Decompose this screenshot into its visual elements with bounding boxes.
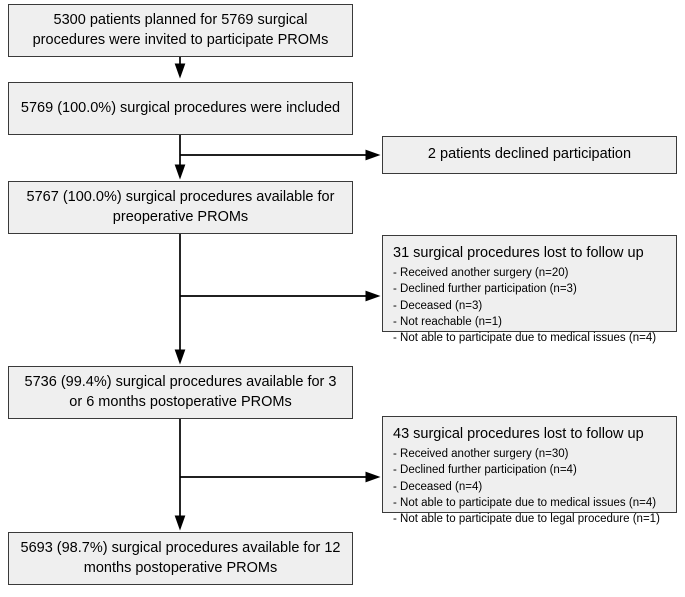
list-item: - Declined further participation (n=3)	[393, 283, 577, 296]
list-item: - Not able to participate due to legal procedure (n=1)	[393, 513, 660, 526]
list-item: - Not able to participate due to medical issues (n=4)	[393, 496, 657, 509]
flow-box-included	[8, 82, 353, 135]
flow-box-invited	[8, 4, 353, 57]
list-item: - Declined further participation (n=4)	[393, 464, 577, 477]
flow-box-postoperative-12-months	[8, 532, 353, 585]
side-box-heading: 43 surgical procedures lost to follow up	[393, 426, 644, 442]
list-item: - Not reachable (n=1)	[393, 315, 502, 328]
side-box-lost-to-follow-up-31	[382, 235, 677, 345]
side-box-lost-to-follow-up-43	[382, 416, 677, 526]
side-box-reason-list	[393, 446, 660, 528]
list-item: - Deceased (n=4)	[393, 480, 483, 493]
list-item: - Not able to participate due to medical issues (n=4)	[393, 332, 657, 345]
list-item: - Received another surgery (n=30)	[393, 447, 569, 460]
side-box-heading: 2 patients declined participation	[427, 146, 632, 163]
list-item: - Deceased (n=3)	[393, 299, 483, 312]
flow-box-text: 5300 patients planned for 5769 surgical procedures were invited to participate PROMs	[32, 11, 329, 48]
flow-box-preoperative	[8, 181, 353, 234]
list-item: - Received another surgery (n=20)	[393, 266, 569, 279]
flow-box-text: 5736 (99.4%) surgical procedures available for 3 or 6 months postoperative PROMs	[24, 373, 337, 410]
side-box-heading: 31 surgical procedures lost to follow up	[393, 245, 644, 261]
side-box-reason-list	[393, 265, 656, 347]
flow-box-text: 5767 (100.0%) surgical procedures available for preoperative PROMs	[26, 188, 335, 225]
flow-box-text: 5693 (98.7%) surgical procedures available for 12 months postoperative PROMs	[20, 539, 341, 576]
side-box-declined-participation	[382, 136, 677, 174]
flow-box-text: 5769 (100.0%) surgical procedures were included	[20, 99, 341, 116]
flow-box-postoperative-3-6-months	[8, 366, 353, 419]
